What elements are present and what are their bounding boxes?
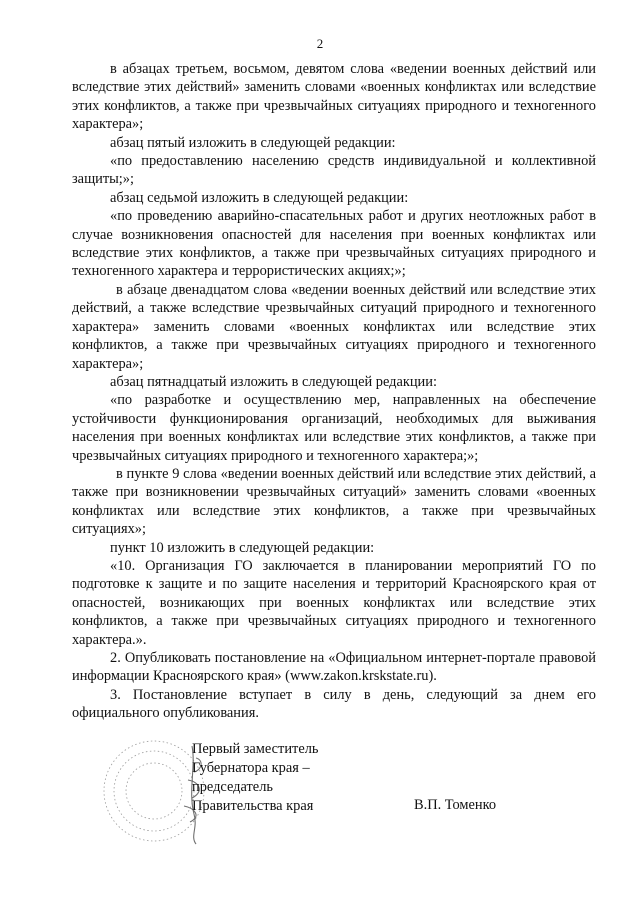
- paragraph: в абзаце двенадцатом слова «ведении военных действий или вследствие этих действий, а также вследствие чрезвычайных ситуаций природного и техногенного характера» заменить словами «военных конфликтах или вследствие этих конфликтов, а также при чрезвычайных ситуациях природного и техногенного характера»;: [72, 281, 596, 372]
- signer-position-line: Губернатора края –: [192, 760, 310, 776]
- paragraph: «по предоставлению населению средств индивидуальной и коллективной защиты;»;: [72, 153, 596, 188]
- paragraph: абзац пятнадцатый изложить в следующей редакции:: [110, 373, 437, 390]
- signature-block: [84, 736, 604, 856]
- paragraph: 3. Постановление вступает в силу в день, следующий за днем его официального опубликования.: [72, 686, 596, 722]
- paragraph: «10. Организация ГО заключается в планировании мероприятий ГО по подготовке к защите и по защите населения и территорий Красноярского края от опасностей, возникающих при военных конфликтах или вследствие этих конфликтов, а также при чрезвычайных ситуациях природного и техногенного характера.».: [72, 557, 596, 648]
- paragraph: пункт 10 изложить в следующей редакции:: [110, 539, 375, 556]
- signer-position: [192, 740, 318, 816]
- document-body: [72, 60, 596, 723]
- paragraph: «по проведению аварийно-спасательных работ и других неотложных работ в случае возникновения опасностей для населения при военных конфликтах или вследствие этих конфликтов, а также при чрезвычайных ситуациях природного и техногенного характера и террористических акциях;»;: [72, 208, 596, 280]
- signer-position-line: председатель: [192, 779, 273, 795]
- paragraph: «по разработке и осуществлению мер, направленных на обеспечение устойчивости функционирования организаций, необходимых для выживания населения при военных конфликтах или вследствие этих конфликтов, а также при чрезвычайных ситуациях природного и техногенного характера;»;: [72, 392, 596, 464]
- page-number: 2: [316, 36, 324, 51]
- signer-name: В.П. Томенко: [414, 797, 497, 813]
- paragraph: 2. Опубликовать постановление на «Официальном интернет-портале правовой информации Красноярского края» (www.zakon.krskstate.ru).: [72, 650, 596, 685]
- paragraph: в абзацах третьем, восьмом, девятом слова «ведении военных действий или вследствие этих действий» заменить словами «военных конфликтах или вследствие этих конфликтов, а также при чрезвычайных ситуациях природного и техногенного характера»;: [72, 61, 596, 133]
- paragraph: в пункте 9 слова «ведении военных действий или вследствие этих действий, а также при возникновении чрезвычайных ситуаций» заменить словами «военных конфликтах или вследствие этих конфликтов, а также при чрезвычайных ситуациях»;: [72, 465, 596, 538]
- signer-position-line: Первый заместитель: [192, 741, 319, 757]
- paragraph: абзац пятый изложить в следующей редакции:: [110, 134, 396, 151]
- paragraph: абзац седьмой изложить в следующей редакции:: [110, 189, 409, 206]
- signer-position-line: Правительства края: [192, 798, 314, 814]
